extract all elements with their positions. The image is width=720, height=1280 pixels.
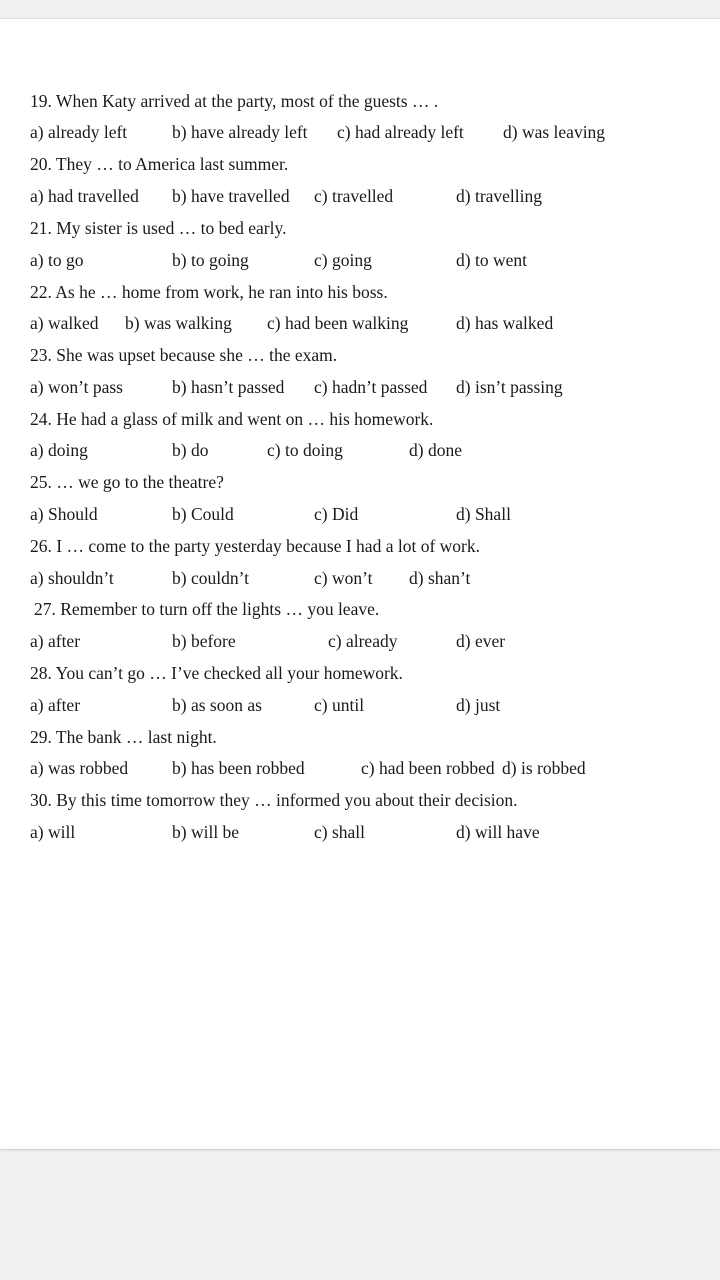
option-22d: d) has walked [456, 313, 554, 333]
question-27: 27. Remember to turn off the lights … you leave. [34, 599, 380, 619]
question-20: 20. They … to America last summer. [30, 154, 289, 174]
option-26d: d) shan’t [409, 568, 471, 588]
option-27c: c) already [328, 631, 398, 651]
option-30a: a) will [30, 822, 76, 842]
option-22a: a) walked [30, 313, 99, 333]
option-23a: a) won’t pass [30, 377, 123, 397]
option-30b: b) will be [172, 822, 240, 842]
option-24d: d) done [409, 440, 462, 460]
option-25b: b) Could [172, 504, 234, 524]
option-19a: a) already left [30, 122, 128, 142]
question-24: 24. He had a glass of milk and went on … his homework. [30, 409, 434, 429]
option-30c: c) shall [314, 822, 366, 842]
option-21c: c) going [314, 250, 372, 270]
question-26: 26. I … come to the party yesterday because I had a lot of work. [30, 536, 480, 556]
option-23d: d) isn’t passing [456, 377, 563, 397]
option-22c: c) had been walking [267, 313, 409, 333]
option-20a: a) had travelled [30, 186, 139, 206]
option-19b: b) have already left [172, 122, 308, 142]
option-26c: c) won’t [314, 568, 373, 588]
option-26a: a) shouldn’t [30, 568, 114, 588]
top-bar [0, 0, 720, 18]
option-27d: d) ever [456, 631, 506, 651]
option-25c: c) Did [314, 504, 359, 524]
option-29b: b) has been robbed [172, 758, 305, 778]
option-21b: b) to going [172, 250, 249, 270]
option-23c: c) hadn’t passed [314, 377, 428, 397]
option-30d: d) will have [456, 822, 540, 842]
question-25: 25. … we go to the theatre? [30, 472, 224, 492]
question-22: 22. As he … home from work, he ran into his boss. [30, 282, 388, 302]
question-28: 28. You can’t go … I’ve checked all your homework. [30, 663, 403, 683]
option-28d: d) just [456, 695, 501, 715]
option-19c: c) had already left [337, 122, 464, 142]
option-22b: b) was walking [125, 313, 232, 333]
option-21a: a) to go [30, 250, 84, 270]
option-28b: b) as soon as [172, 695, 262, 715]
option-20b: b) have travelled [172, 186, 290, 206]
option-20d: d) travelling [456, 186, 543, 206]
question-19: 19. When Katy arrived at the party, most of the guests … . [30, 91, 439, 111]
option-25d: d) Shall [456, 504, 511, 524]
question-29: 29. The bank … last night. [30, 727, 217, 747]
option-24c: c) to doing [267, 440, 343, 460]
option-24b: b) do [172, 440, 209, 460]
question-21: 21. My sister is used … to bed early. [30, 218, 287, 238]
question-23: 23. She was upset because she … the exam. [30, 345, 338, 365]
option-21d: d) to went [456, 250, 527, 270]
option-23b: b) hasn’t passed [172, 377, 285, 397]
option-25a: a) Should [30, 504, 98, 524]
option-26b: b) couldn’t [172, 568, 249, 588]
option-27a: a) after [30, 631, 81, 651]
question-30: 30. By this time tomorrow they … informed you about their decision. [30, 790, 518, 810]
option-28c: c) until [314, 695, 365, 715]
option-20c: c) travelled [314, 186, 394, 206]
option-24a: a) doing [30, 440, 88, 460]
option-19d: d) was leaving [503, 122, 606, 142]
option-29a: a) was robbed [30, 758, 129, 778]
option-28a: a) after [30, 695, 81, 715]
option-29d: d) is robbed [502, 758, 586, 778]
document-page [0, 18, 720, 1150]
option-29c: c) had been robbed [361, 758, 495, 778]
option-27b: b) before [172, 631, 236, 651]
